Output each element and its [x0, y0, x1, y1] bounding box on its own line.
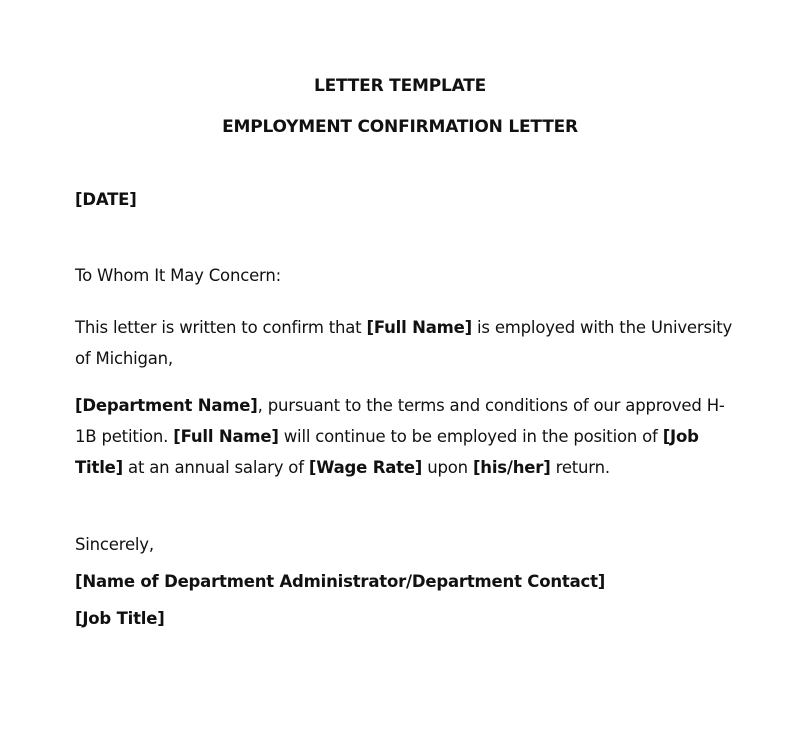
- paragraph-text: This letter is written to confirm that: [75, 318, 367, 337]
- date-placeholder: [DATE]: [75, 190, 137, 209]
- closing: Sincerely,: [75, 535, 154, 554]
- letter-title: EMPLOYMENT CONFIRMATION LETTER: [222, 117, 578, 137]
- paragraph-text: is employed with the University of Michigan,: [75, 318, 733, 368]
- paragraph-text: upon: [422, 458, 473, 477]
- signature-name: [Name of Department Administrator/Department Contact]: [75, 572, 606, 591]
- signature-title: [Job Title]: [75, 609, 165, 628]
- template-title: LETTER TEMPLATE: [313, 76, 487, 96]
- paragraph-text: at an annual salary of: [123, 458, 309, 477]
- paragraph-text: , pursuant to the terms and conditions of our approved H-1B petition.: [75, 396, 725, 446]
- paragraph-confirmation: [75, 312, 735, 374]
- pronoun-placeholder: [his/her]: [472, 458, 551, 477]
- department-name-placeholder: [Department Name]: [75, 396, 258, 415]
- full-name-placeholder: [Full Name]: [173, 427, 279, 446]
- paragraph-employment-terms: [75, 390, 735, 483]
- wage-rate-placeholder: [Wage Rate]: [308, 458, 423, 477]
- paragraph-text: return.: [550, 458, 610, 477]
- full-name-placeholder: [Full Name]: [366, 318, 472, 337]
- salutation: To Whom It May Concern:: [75, 266, 281, 285]
- paragraph-text: will continue to be employed in the position of: [278, 427, 663, 446]
- job-title-placeholder: [Job Title]: [75, 427, 699, 477]
